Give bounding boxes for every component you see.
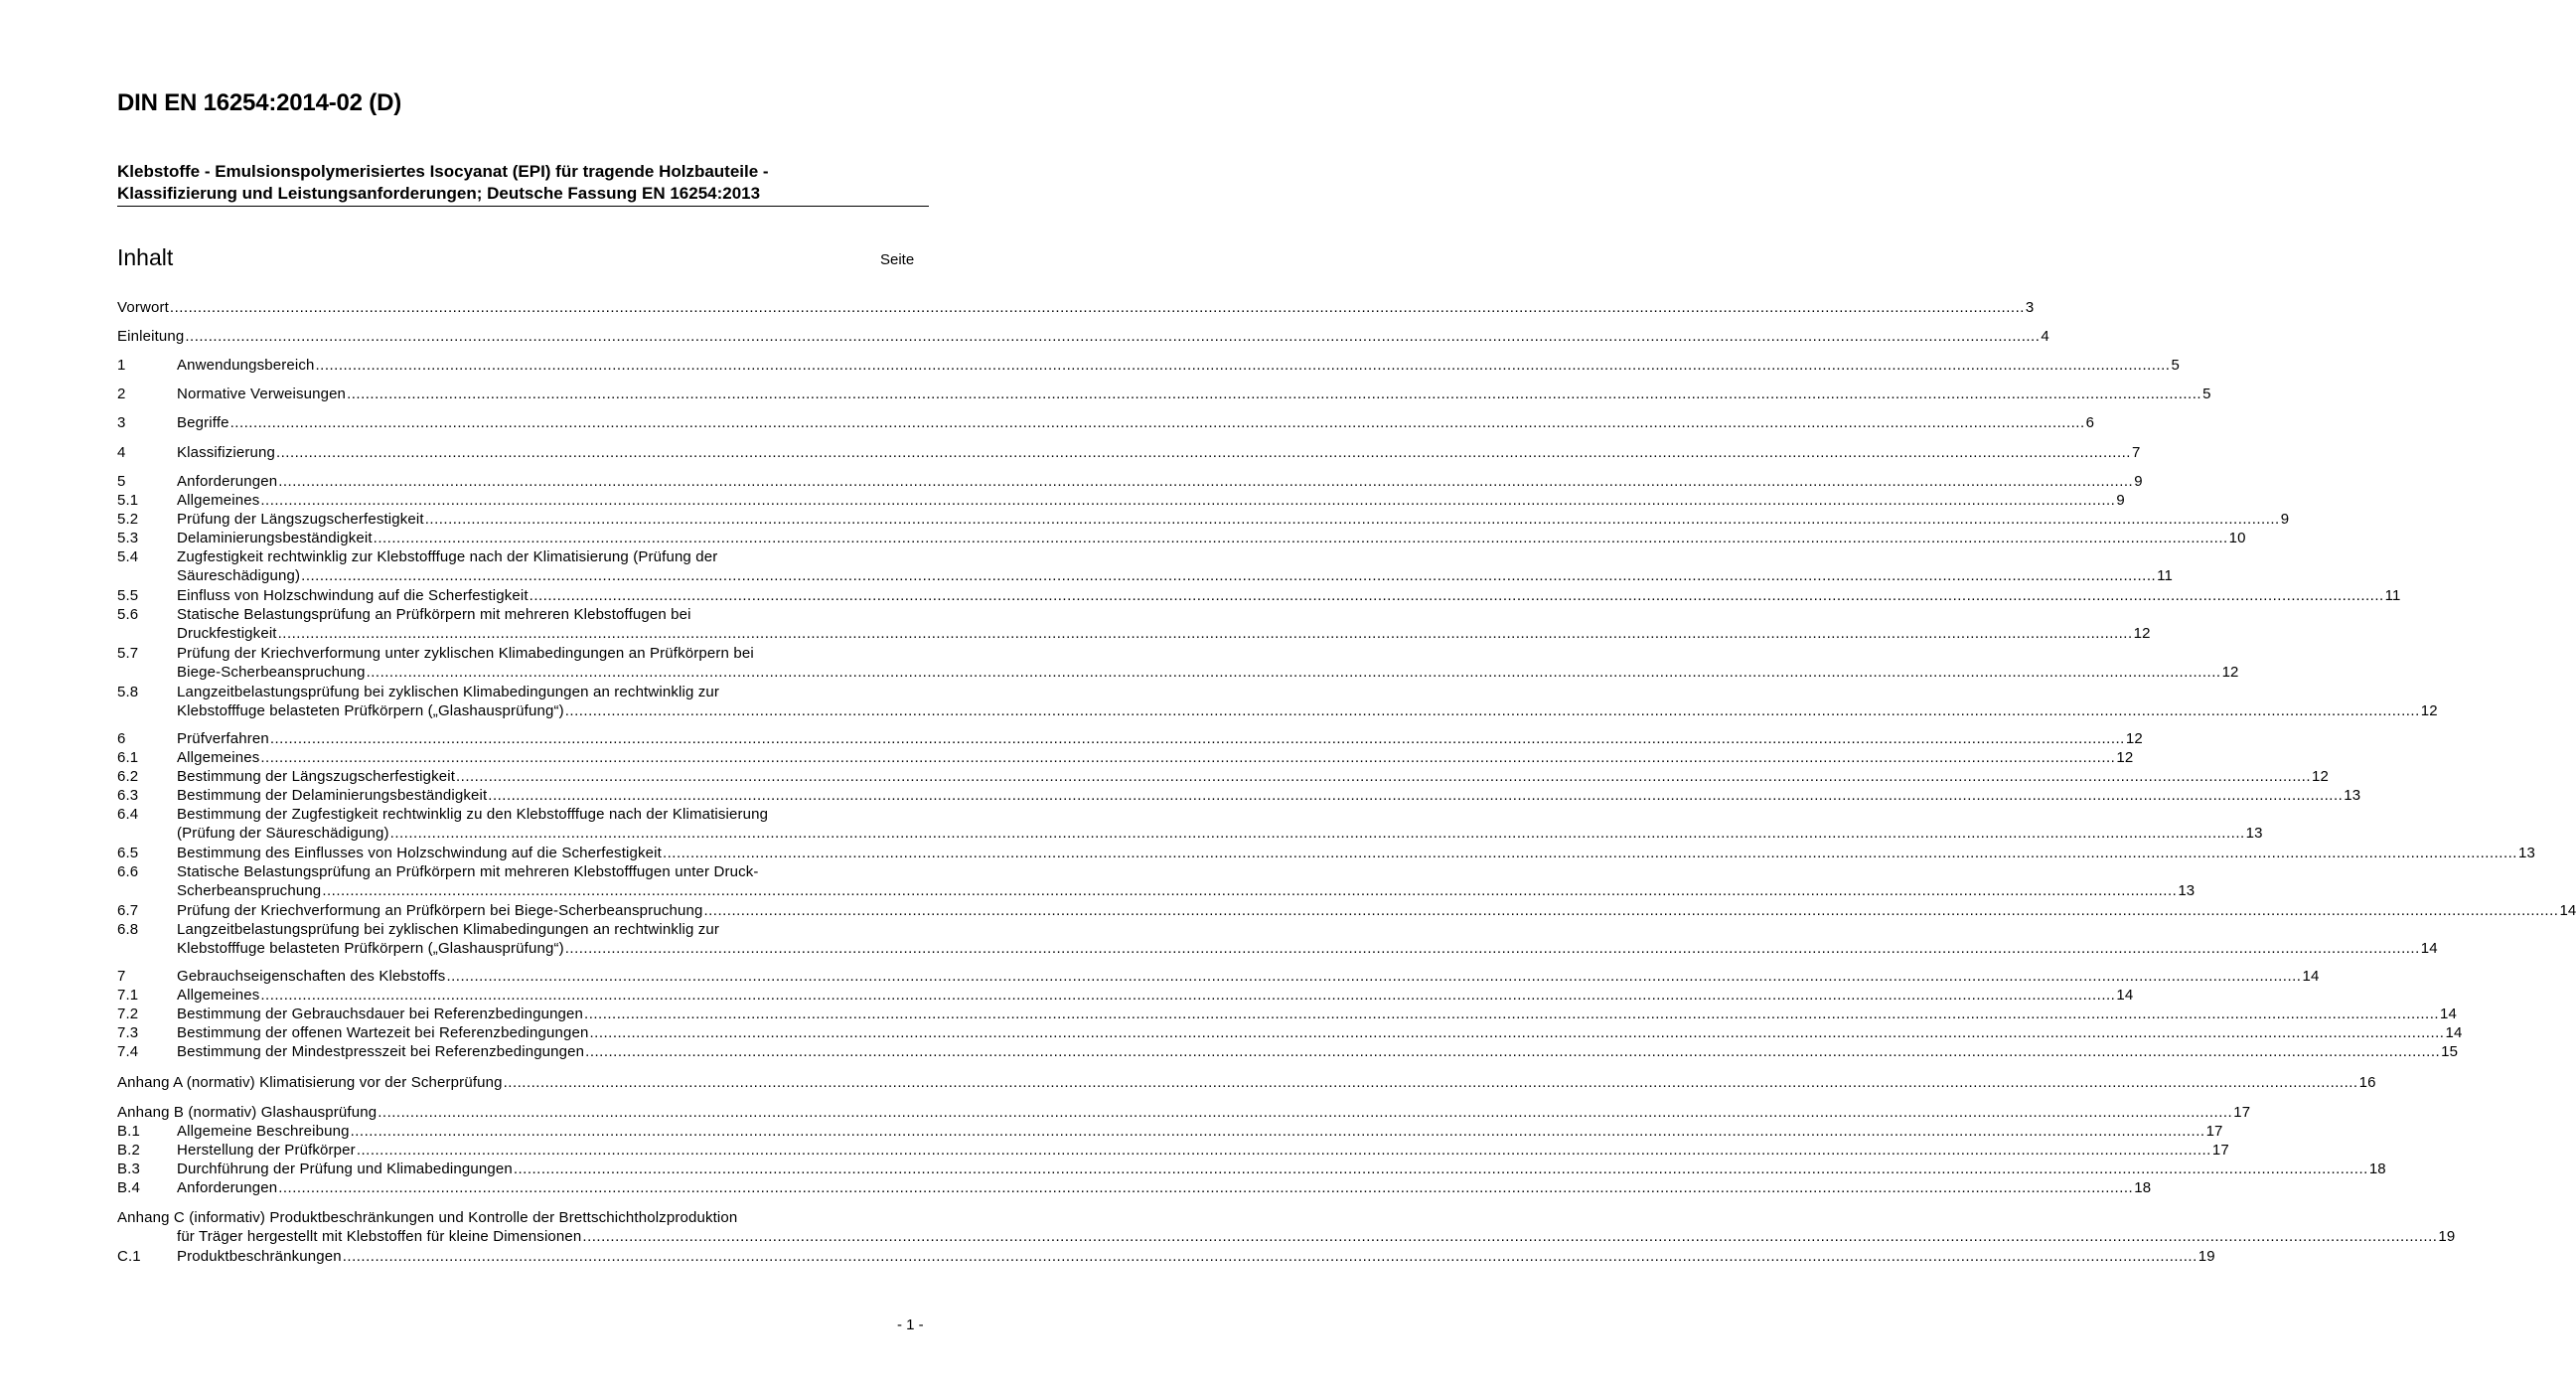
toc-entry-page: 13: [2344, 787, 2361, 804]
toc-entry[interactable]: [117, 1208, 2456, 1247]
toc-entry-title: Durchführung der Prüfung und Klimabedingungen: [177, 1161, 513, 1177]
toc-entry-number: 5.8: [117, 684, 139, 700]
toc-entry-title: Gebrauchseigenschaften des Klebstoffs: [177, 968, 446, 985]
toc-entry-title: Anhang A (normativ) Klimatisierung vor der Scherprüfung: [117, 1074, 503, 1091]
toc-leader-dots: ................................................................................................................................................................................................................................................................................................................................................................................................................: [185, 328, 2041, 345]
toc-entry-title: Prüfung der Kriechverformung an Prüfkörpern bei Biege-Scherbeanspruchung: [177, 902, 703, 919]
toc-entry[interactable]: [117, 844, 2535, 862]
toc-entry-title: Allgemeines: [177, 749, 260, 766]
toc-entry-number: C.1: [117, 1248, 141, 1265]
toc-leader-dots: ................................................................................................................................................................................................................................................................................................................................................................................................................: [229, 414, 2085, 431]
toc-entry-title: Einfluss von Holzschwindung auf die Scherfestigkeit: [177, 587, 529, 604]
toc-entry-number: 6.2: [117, 768, 139, 785]
toc-leader-dots: ................................................................................................................................................................................................................................................................................................................................................................................................................: [582, 1228, 2438, 1246]
toc-leader-dots: ................................................................................................................................................................................................................................................................................................................................................................................................................: [347, 386, 2202, 402]
toc-entry-page: 4: [2041, 328, 2049, 345]
toc-leader-dots: ................................................................................................................................................................................................................................................................................................................................................................................................................: [513, 1161, 2368, 1177]
toc-entry-page: 15: [2441, 1043, 2459, 1060]
toc-leader-dots: ................................................................................................................................................................................................................................................................................................................................................................................................................: [564, 702, 2420, 720]
toc-entry-number: 5.3: [117, 530, 139, 546]
toc-entry-number: 5.1: [117, 492, 139, 509]
toc-entry-page: 12: [2221, 664, 2239, 682]
toc-entry-number: 6.5: [117, 845, 139, 861]
toc-entry-number: 5.5: [117, 587, 139, 604]
toc-entry-title: Delaminierungsbeständigkeit: [177, 530, 373, 546]
toc-leader-dots: ................................................................................................................................................................................................................................................................................................................................................................................................................: [589, 1024, 2445, 1041]
toc-leader-dots: ................................................................................................................................................................................................................................................................................................................................................................................................................: [585, 1043, 2441, 1060]
toc-entry[interactable]: [117, 605, 2151, 644]
document-number: DIN EN 16254:2014-02 (D): [117, 89, 402, 116]
toc-entry-number: 4: [117, 444, 126, 461]
toc-entry-number: 6.3: [117, 787, 139, 804]
toc-entry-number: 2: [117, 386, 126, 402]
toc-leader-dots: ................................................................................................................................................................................................................................................................................................................................................................................................................: [703, 902, 2559, 919]
toc-entry-title: Allgemeines: [177, 987, 260, 1004]
toc-entry[interactable]: [117, 986, 2134, 1005]
toc-entry-page: 5: [2202, 386, 2211, 402]
toc-entry-title: Scherbeanspruchung: [177, 882, 322, 900]
toc-leader-dots: ................................................................................................................................................................................................................................................................................................................................................................................................................: [315, 357, 2171, 374]
toc-entry[interactable]: [117, 1141, 2229, 1160]
toc-entry-title: Bestimmung des Einflusses von Holzschwindung auf die Scherfestigkeit: [177, 845, 662, 861]
toc-entry-number: 6.4: [117, 806, 139, 823]
toc-leader-dots: ................................................................................................................................................................................................................................................................................................................................................................................................................: [389, 825, 2245, 843]
toc-entry[interactable]: [117, 683, 2438, 721]
toc-entry[interactable]: [117, 1122, 2223, 1141]
toc-entry[interactable]: [117, 767, 2330, 786]
toc-entry[interactable]: [117, 644, 2239, 683]
toc-leader-dots: ................................................................................................................................................................................................................................................................................................................................................................................................................: [378, 1104, 2233, 1121]
toc-entry-title: Bestimmung der Delaminierungsbeständigkeit: [177, 787, 488, 804]
toc-entry[interactable]: [117, 1073, 2376, 1092]
toc-entry-number: 6.8: [117, 921, 139, 938]
toc-entry-title: Vorwort: [117, 299, 169, 316]
toc-entry-page: 12: [2312, 768, 2330, 785]
toc-entry-title-line: Anhang C (informativ) Produktbeschränkungen und Kontrolle der Brettschichtholzproduktion: [117, 1209, 738, 1226]
toc-entry-number: 5.2: [117, 511, 139, 528]
toc-entry-title: (Prüfung der Säureschädigung): [177, 825, 389, 843]
toc-entry-title-line: Prüfung der Kriechverformung unter zyklischen Klimabedingungen an Prüfkörpern bei: [177, 645, 754, 662]
toc-leader-dots: ................................................................................................................................................................................................................................................................................................................................................................................................................: [564, 940, 2420, 958]
toc-entry-number: 7.4: [117, 1043, 139, 1060]
toc-leader-dots: ................................................................................................................................................................................................................................................................................................................................................................................................................: [350, 1123, 2205, 1140]
toc-entry-page: 12: [2125, 730, 2143, 747]
toc-entry[interactable]: [117, 920, 2438, 959]
toc-leader-dots: ................................................................................................................................................................................................................................................................................................................................................................................................................: [260, 987, 2116, 1004]
toc-entry[interactable]: [117, 748, 2134, 767]
toc-leader-dots: ................................................................................................................................................................................................................................................................................................................................................................................................................: [373, 530, 2228, 546]
toc-entry-page: 7: [2131, 444, 2141, 461]
toc-entry-number: 5.6: [117, 606, 139, 623]
toc-entry-page: 18: [2368, 1161, 2386, 1177]
toc-leader-dots: ................................................................................................................................................................................................................................................................................................................................................................................................................: [503, 1074, 2358, 1091]
toc-entry[interactable]: [117, 327, 2049, 346]
toc-entry-title-line: Statische Belastungsprüfung an Prüfkörpern mit mehreren Klebstoffugen bei: [177, 606, 691, 623]
toc-leader-dots: ................................................................................................................................................................................................................................................................................................................................................................................................................: [260, 749, 2116, 766]
toc-entry-title-line: Langzeitbelastungsprüfung bei zyklischen Klimabedingungen an rechtwinklig zur: [177, 921, 720, 938]
toc-entry[interactable]: [117, 1042, 2459, 1061]
toc-entry-page: 13: [2245, 825, 2263, 843]
toc-entry-page: 3: [2025, 299, 2035, 316]
toc-entry[interactable]: [117, 547, 2174, 586]
toc-entry-number: 5: [117, 473, 126, 490]
toc-leader-dots: ................................................................................................................................................................................................................................................................................................................................................................................................................: [169, 299, 2025, 316]
header-rule: [117, 206, 929, 207]
toc-entry-title: Anforderungen: [177, 1179, 278, 1196]
toc-entry-number: 1: [117, 357, 126, 374]
toc-entry-number: B.4: [117, 1179, 140, 1196]
toc-entry-title: Säureschädigung): [177, 567, 301, 585]
toc-entry-title: Druckfestigkeit: [177, 625, 277, 643]
toc-entry-page: 17: [2205, 1123, 2223, 1140]
toc-leader-dots: ................................................................................................................................................................................................................................................................................................................................................................................................................: [275, 444, 2131, 461]
toc-entry-title: Produktbeschränkungen: [177, 1248, 342, 1265]
toc-leader-dots: ................................................................................................................................................................................................................................................................................................................................................................................................................: [488, 787, 2344, 804]
toc-heading: Inhalt: [117, 244, 174, 270]
toc-entry-page: 9: [2116, 492, 2125, 509]
toc-entry-page: 14: [2420, 940, 2438, 958]
toc-entry-title: Normative Verweisungen: [177, 386, 347, 402]
toc-entry-page: 19: [2197, 1248, 2215, 1265]
toc-entry-number: 6.7: [117, 902, 139, 919]
toc-entry[interactable]: [117, 1247, 2215, 1266]
toc-entry[interactable]: [117, 862, 2196, 901]
toc-entry[interactable]: [117, 385, 2211, 403]
toc-entry-number: 7.2: [117, 1006, 139, 1022]
toc-entry-title: Anwendungsbereich: [177, 357, 315, 374]
toc-leader-dots: ................................................................................................................................................................................................................................................................................................................................................................................................................: [269, 730, 2125, 747]
toc-leader-dots: ................................................................................................................................................................................................................................................................................................................................................................................................................: [260, 492, 2116, 509]
toc-entry-title: Biege-Scherbeanspruchung: [177, 664, 366, 682]
toc-entry-title-line: Statische Belastungsprüfung an Prüfkörpern mit mehreren Klebstofffugen unter Druck-: [177, 863, 759, 880]
toc-entry-number: 5.4: [117, 548, 139, 565]
toc-entry-page: 14: [2116, 987, 2134, 1004]
toc-entry[interactable]: [117, 510, 2290, 529]
toc-page-label: Seite: [880, 251, 915, 268]
toc-entry-number: 6.1: [117, 749, 139, 766]
toc-entry-title-line: Zugfestigkeit rechtwinklig zur Klebstofffuge nach der Klimatisierung (Prüfung der: [177, 548, 718, 565]
toc-entry-page: 14: [2559, 902, 2576, 919]
subtitle-line-2: Klassifizierung und Leistungsanforderungen; Deutsche Fassung EN 16254:2013: [117, 184, 761, 203]
toc-entry[interactable]: [117, 729, 2143, 748]
toc-entry[interactable]: [117, 529, 2246, 547]
toc-entry-title: Prüfung der Längszugscherfestigkeit: [177, 511, 424, 528]
toc-leader-dots: ................................................................................................................................................................................................................................................................................................................................................................................................................: [301, 567, 2157, 585]
toc-entry-title: Klassifizierung: [177, 444, 275, 461]
toc-entry-page: 19: [2438, 1228, 2456, 1246]
toc-entry-page: 12: [2133, 625, 2151, 643]
toc-entry[interactable]: [117, 472, 2143, 491]
toc-entry-number: 6: [117, 730, 126, 747]
toc-entry-title: Herstellung der Prüfkörper: [177, 1142, 356, 1159]
toc-leader-dots: ................................................................................................................................................................................................................................................................................................................................................................................................................: [366, 664, 2221, 682]
toc-entry-number: B.3: [117, 1161, 140, 1177]
toc-entry[interactable]: [117, 1160, 2386, 1178]
toc-leader-dots: ................................................................................................................................................................................................................................................................................................................................................................................................................: [278, 473, 2134, 490]
toc-entry-number: 6.6: [117, 863, 139, 880]
toc-entry[interactable]: [117, 805, 2263, 844]
toc-entry-page: 14: [2302, 968, 2320, 985]
toc-entry[interactable]: [117, 967, 2320, 986]
toc-entry-page: 9: [2280, 511, 2290, 528]
toc-entry-title: Begriffe: [177, 414, 229, 431]
toc-entry-number: B.1: [117, 1123, 140, 1140]
toc-entry-number: B.2: [117, 1142, 140, 1159]
toc-entry-page: 14: [2445, 1024, 2463, 1041]
toc-entry[interactable]: [117, 786, 2361, 805]
toc-entry[interactable]: [117, 901, 2576, 920]
toc-entry-page: 18: [2134, 1179, 2152, 1196]
toc-entry-page: 14: [2440, 1006, 2458, 1022]
toc-entry-title: Prüfverfahren: [177, 730, 269, 747]
toc-entry-number: 7.1: [117, 987, 139, 1004]
subtitle-line-1: Klebstoffe - Emulsionspolymerisiertes Isocyanat (EPI) für tragende Holzbauteile -: [117, 162, 769, 181]
toc-entry-page: 17: [2211, 1142, 2229, 1159]
toc-entry-page: 9: [2134, 473, 2143, 490]
toc-leader-dots: ................................................................................................................................................................................................................................................................................................................................................................................................................: [277, 625, 2133, 643]
toc-entry-title: Bestimmung der offenen Wartezeit bei Referenzbedingungen: [177, 1024, 589, 1041]
toc-entry[interactable]: [117, 413, 2095, 432]
toc-entry-page: 5: [2171, 357, 2180, 374]
toc-entry-title-line: Bestimmung der Zugfestigkeit rechtwinklig zu den Klebstofffuge nach der Klimatisierung: [177, 806, 769, 823]
toc-leader-dots: ................................................................................................................................................................................................................................................................................................................................................................................................................: [322, 882, 2178, 900]
toc-entry-number: 5.7: [117, 645, 139, 662]
toc-entry[interactable]: [117, 1005, 2458, 1023]
toc-entry[interactable]: [117, 586, 2401, 605]
toc-leader-dots: ................................................................................................................................................................................................................................................................................................................................................................................................................: [529, 587, 2384, 604]
toc-entry-page: 11: [2384, 587, 2401, 604]
toc-entry-number: 7.3: [117, 1024, 139, 1041]
toc-entry[interactable]: [117, 1178, 2152, 1197]
toc-entry-page: 11: [2157, 567, 2174, 585]
page-number: - 1 -: [897, 1317, 924, 1333]
toc-leader-dots: ................................................................................................................................................................................................................................................................................................................................................................................................................: [342, 1248, 2197, 1265]
toc-entry[interactable]: [117, 491, 2125, 510]
toc-entry-title: Allgemeines: [177, 492, 260, 509]
toc-leader-dots: ................................................................................................................................................................................................................................................................................................................................................................................................................: [456, 768, 2312, 785]
toc-entry[interactable]: [117, 1103, 2251, 1122]
toc-entry[interactable]: [117, 298, 2035, 317]
toc-entry-page: 10: [2228, 530, 2246, 546]
toc-entry-title: Bestimmung der Gebrauchsdauer bei Referenzbedingungen: [177, 1006, 584, 1022]
toc-leader-dots: ................................................................................................................................................................................................................................................................................................................................................................................................................: [662, 845, 2517, 861]
toc-entry-title-line: Langzeitbelastungsprüfung bei zyklischen Klimabedingungen an rechtwinklig zur: [177, 684, 720, 700]
toc-entry-title: Anforderungen: [177, 473, 278, 490]
toc-entry-title: Bestimmung der Längszugscherfestigkeit: [177, 768, 456, 785]
toc-entry-page: 13: [2517, 845, 2535, 861]
toc-leader-dots: ................................................................................................................................................................................................................................................................................................................................................................................................................: [278, 1179, 2134, 1196]
toc-entry-page: 12: [2420, 702, 2438, 720]
toc-leader-dots: ................................................................................................................................................................................................................................................................................................................................................................................................................: [356, 1142, 2211, 1159]
toc-entry[interactable]: [117, 1023, 2463, 1042]
toc-leader-dots: ................................................................................................................................................................................................................................................................................................................................................................................................................: [424, 511, 2280, 528]
toc-entry-number: 7: [117, 968, 126, 985]
toc-entry-number: 3: [117, 414, 126, 431]
toc-leader-dots: ................................................................................................................................................................................................................................................................................................................................................................................................................: [584, 1006, 2440, 1022]
toc-entry-title: Anhang B (normativ) Glashausprüfung: [117, 1104, 378, 1121]
toc-entry-page: 6: [2085, 414, 2095, 431]
toc-entry-title: für Träger hergestellt mit Klebstoffen für kleine Dimensionen: [177, 1228, 582, 1246]
toc-entry-page: 17: [2233, 1104, 2251, 1121]
toc-entry[interactable]: [117, 356, 2180, 375]
toc-entry-page: 16: [2358, 1074, 2376, 1091]
toc-entry-title: Bestimmung der Mindestpresszeit bei Referenzbedingungen: [177, 1043, 585, 1060]
toc-leader-dots: ................................................................................................................................................................................................................................................................................................................................................................................................................: [446, 968, 2302, 985]
toc-entry-title: Einleitung: [117, 328, 185, 345]
toc-entry-title: Klebstofffuge belasteten Prüfkörpern („Glashausprüfung“): [177, 702, 564, 720]
document-subtitle: [117, 161, 932, 205]
toc-entry-title: Klebstofffuge belasteten Prüfkörpern („Glashausprüfung“): [177, 940, 564, 958]
toc-entry[interactable]: [117, 443, 2141, 462]
toc-entry-page: 13: [2178, 882, 2196, 900]
toc-entry-page: 12: [2116, 749, 2134, 766]
toc-entry-title: Allgemeine Beschreibung: [177, 1123, 350, 1140]
